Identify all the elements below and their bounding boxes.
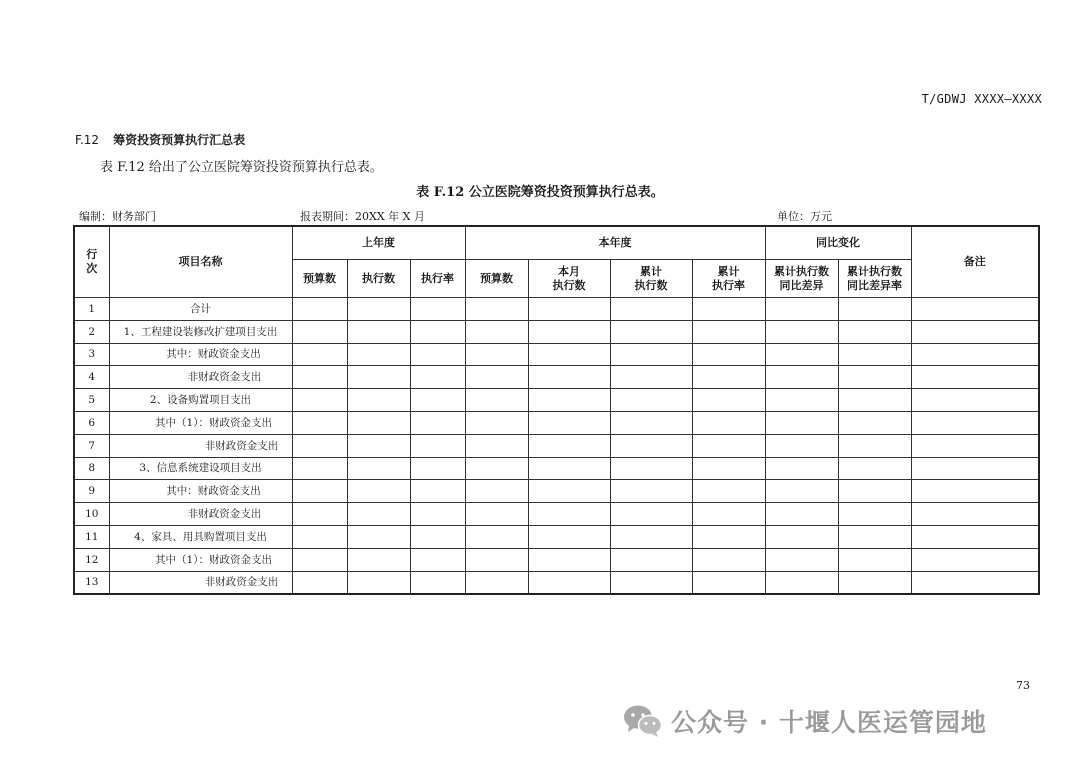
row-number: 5: [74, 389, 109, 412]
row-number: 10: [74, 503, 109, 526]
value-cell: [528, 411, 610, 434]
row-number: 8: [74, 457, 109, 480]
row-item-name: 其中：财政资金支出: [109, 343, 292, 366]
value-cell: [410, 571, 465, 594]
value-cell: [347, 548, 410, 571]
value-cell: [528, 548, 610, 571]
value-cell: [292, 389, 347, 412]
value-cell: [765, 503, 838, 526]
value-cell: [765, 571, 838, 594]
value-cell: [410, 411, 465, 434]
value-cell: [528, 480, 610, 503]
value-cell: [610, 548, 692, 571]
header-ty-budget: 预算数: [465, 260, 528, 298]
value-cell: [692, 503, 765, 526]
header-ly-budget: 预算数: [292, 260, 347, 298]
value-cell: [838, 548, 911, 571]
value-cell: [465, 298, 528, 321]
value-cell: [692, 343, 765, 366]
value-cell: [410, 320, 465, 343]
header-yoy-change: 同比变化: [765, 226, 911, 260]
value-cell: [610, 480, 692, 503]
value-cell: [465, 366, 528, 389]
table-row: [74, 480, 1039, 503]
header-last-year: 上年度: [292, 226, 465, 260]
value-cell: [528, 320, 610, 343]
value-cell: [765, 389, 838, 412]
value-cell: [465, 525, 528, 548]
value-cell: [410, 366, 465, 389]
row-number: 11: [74, 525, 109, 548]
row-item-name: 合计: [109, 298, 292, 321]
value-cell: [347, 571, 410, 594]
section-title: 筹资投资预算执行汇总表: [113, 133, 246, 147]
value-cell: [347, 298, 410, 321]
value-cell: [765, 525, 838, 548]
table-row: [74, 457, 1039, 480]
value-cell: [292, 434, 347, 457]
value-cell: [610, 434, 692, 457]
table-row: [74, 389, 1039, 412]
value-cell: [911, 366, 1039, 389]
value-cell: [292, 548, 347, 571]
value-cell: [528, 434, 610, 457]
value-cell: [465, 503, 528, 526]
row-item-name: 4、家具、用具购置项目支出: [109, 525, 292, 548]
header-ty-month-exec: 本月 执行数: [528, 260, 610, 298]
value-cell: [610, 389, 692, 412]
value-cell: [347, 480, 410, 503]
value-cell: [347, 434, 410, 457]
value-cell: [765, 343, 838, 366]
header-row-no: 行 次: [74, 226, 109, 298]
value-cell: [911, 434, 1039, 457]
table-row: [74, 343, 1039, 366]
value-cell: [347, 320, 410, 343]
header-ty-cum-rate: 累计 执行率: [692, 260, 765, 298]
compiler-label: 编制：财务部门: [79, 210, 156, 223]
row-number: 2: [74, 320, 109, 343]
row-number: 4: [74, 366, 109, 389]
value-cell: [410, 298, 465, 321]
value-cell: [610, 525, 692, 548]
value-cell: [911, 411, 1039, 434]
header-ly-exec: 执行数: [347, 260, 410, 298]
value-cell: [838, 434, 911, 457]
value-cell: [911, 298, 1039, 321]
value-cell: [838, 411, 911, 434]
row-number: 12: [74, 548, 109, 571]
value-cell: [292, 343, 347, 366]
value-cell: [692, 320, 765, 343]
value-cell: [410, 548, 465, 571]
value-cell: [765, 320, 838, 343]
value-cell: [410, 434, 465, 457]
value-cell: [765, 480, 838, 503]
value-cell: [410, 525, 465, 548]
value-cell: [465, 320, 528, 343]
value-cell: [838, 320, 911, 343]
value-cell: [347, 366, 410, 389]
table-row: [74, 411, 1039, 434]
value-cell: [292, 480, 347, 503]
value-cell: [610, 320, 692, 343]
value-cell: [528, 457, 610, 480]
value-cell: [292, 320, 347, 343]
value-cell: [838, 366, 911, 389]
value-cell: [528, 503, 610, 526]
row-item-name: 其中（1）：财政资金支出: [109, 548, 292, 571]
value-cell: [838, 298, 911, 321]
value-cell: [528, 571, 610, 594]
row-item-name: 非财政资金支出: [109, 434, 292, 457]
row-item-name: 非财政资金支出: [109, 571, 292, 594]
value-cell: [292, 503, 347, 526]
row-number: 6: [74, 411, 109, 434]
value-cell: [528, 525, 610, 548]
value-cell: [838, 525, 911, 548]
value-cell: [465, 343, 528, 366]
value-cell: [911, 389, 1039, 412]
table-row: [74, 298, 1039, 321]
value-cell: [292, 298, 347, 321]
value-cell: [911, 548, 1039, 571]
value-cell: [410, 503, 465, 526]
header-yoy-diff: 累计执行数 同比差异: [765, 260, 838, 298]
row-item-name: 非财政资金支出: [109, 503, 292, 526]
row-number: 1: [74, 298, 109, 321]
value-cell: [410, 389, 465, 412]
header-remark: 备注: [911, 226, 1039, 298]
value-cell: [911, 320, 1039, 343]
value-cell: [410, 343, 465, 366]
value-cell: [692, 457, 765, 480]
value-cell: [347, 343, 410, 366]
value-cell: [610, 366, 692, 389]
table-row: [74, 571, 1039, 594]
table-row: [74, 548, 1039, 571]
page-number: 73: [1016, 679, 1030, 692]
value-cell: [692, 389, 765, 412]
value-cell: [465, 457, 528, 480]
value-cell: [347, 503, 410, 526]
value-cell: [528, 343, 610, 366]
value-cell: [610, 503, 692, 526]
value-cell: [692, 366, 765, 389]
value-cell: [911, 571, 1039, 594]
row-item-name: 其中：财政资金支出: [109, 480, 292, 503]
value-cell: [347, 411, 410, 434]
value-cell: [465, 411, 528, 434]
value-cell: [347, 457, 410, 480]
watermark-text: 公众号 · 十堰人医运管园地: [671, 708, 987, 737]
value-cell: [292, 525, 347, 548]
table-body: [74, 298, 1039, 595]
value-cell: [911, 525, 1039, 548]
value-cell: [692, 480, 765, 503]
budget-table: [73, 225, 1040, 595]
wechat-icon: [623, 704, 663, 738]
value-cell: [347, 525, 410, 548]
value-cell: [410, 480, 465, 503]
table-row: [74, 320, 1039, 343]
value-cell: [765, 411, 838, 434]
value-cell: [765, 548, 838, 571]
row-number: 9: [74, 480, 109, 503]
table-row: [74, 525, 1039, 548]
value-cell: [410, 457, 465, 480]
row-number: 7: [74, 434, 109, 457]
value-cell: [911, 503, 1039, 526]
value-cell: [528, 366, 610, 389]
value-cell: [911, 457, 1039, 480]
value-cell: [292, 411, 347, 434]
row-item-name: 1、工程建设装修改扩建项目支出: [109, 320, 292, 343]
value-cell: [692, 571, 765, 594]
value-cell: [465, 434, 528, 457]
intro-paragraph: 表 F.12 给出了公立医院筹资投资预算执行总表。: [100, 160, 383, 175]
section-number: F.12: [75, 133, 100, 147]
value-cell: [610, 298, 692, 321]
header-this-year: 本年度: [465, 226, 765, 260]
unit-label: 单位：万元: [777, 210, 832, 223]
value-cell: [692, 411, 765, 434]
section-heading: [75, 131, 245, 148]
row-item-name: 非财政资金支出: [109, 366, 292, 389]
watermark: [623, 703, 987, 739]
value-cell: [838, 343, 911, 366]
value-cell: [765, 434, 838, 457]
value-cell: [347, 389, 410, 412]
value-cell: [911, 343, 1039, 366]
header-ty-cum-exec: 累计 执行数: [610, 260, 692, 298]
value-cell: [765, 457, 838, 480]
value-cell: [465, 389, 528, 412]
value-cell: [610, 411, 692, 434]
value-cell: [838, 571, 911, 594]
value-cell: [692, 525, 765, 548]
value-cell: [610, 571, 692, 594]
table-title: 表 F.12 公立医院筹资投资预算执行总表。: [416, 185, 664, 200]
header-item-name: 项目名称: [109, 226, 292, 298]
row-number: 13: [74, 571, 109, 594]
table-row: [74, 503, 1039, 526]
value-cell: [465, 480, 528, 503]
value-cell: [692, 548, 765, 571]
value-cell: [692, 298, 765, 321]
value-cell: [292, 457, 347, 480]
value-cell: [292, 366, 347, 389]
value-cell: [838, 480, 911, 503]
value-cell: [911, 480, 1039, 503]
value-cell: [838, 389, 911, 412]
value-cell: [528, 389, 610, 412]
row-number: 3: [74, 343, 109, 366]
document-code: T/GDWJ XXXX—XXXX: [921, 92, 1042, 106]
value-cell: [838, 457, 911, 480]
value-cell: [528, 298, 610, 321]
value-cell: [692, 434, 765, 457]
row-item-name: 3、信息系统建设项目支出: [109, 457, 292, 480]
header-ly-rate: 执行率: [410, 260, 465, 298]
header-yoy-diff-rate: 累计执行数 同比差异率: [838, 260, 911, 298]
value-cell: [765, 366, 838, 389]
row-item-name: 2、设备购置项目支出: [109, 389, 292, 412]
value-cell: [610, 343, 692, 366]
value-cell: [465, 548, 528, 571]
value-cell: [610, 457, 692, 480]
period-label: 报表期间：20XX 年 X 月: [300, 210, 425, 223]
value-cell: [465, 571, 528, 594]
value-cell: [765, 298, 838, 321]
table-row: [74, 434, 1039, 457]
value-cell: [292, 571, 347, 594]
row-item-name: 其中（1）：财政资金支出: [109, 411, 292, 434]
table-row: [74, 366, 1039, 389]
value-cell: [838, 503, 911, 526]
